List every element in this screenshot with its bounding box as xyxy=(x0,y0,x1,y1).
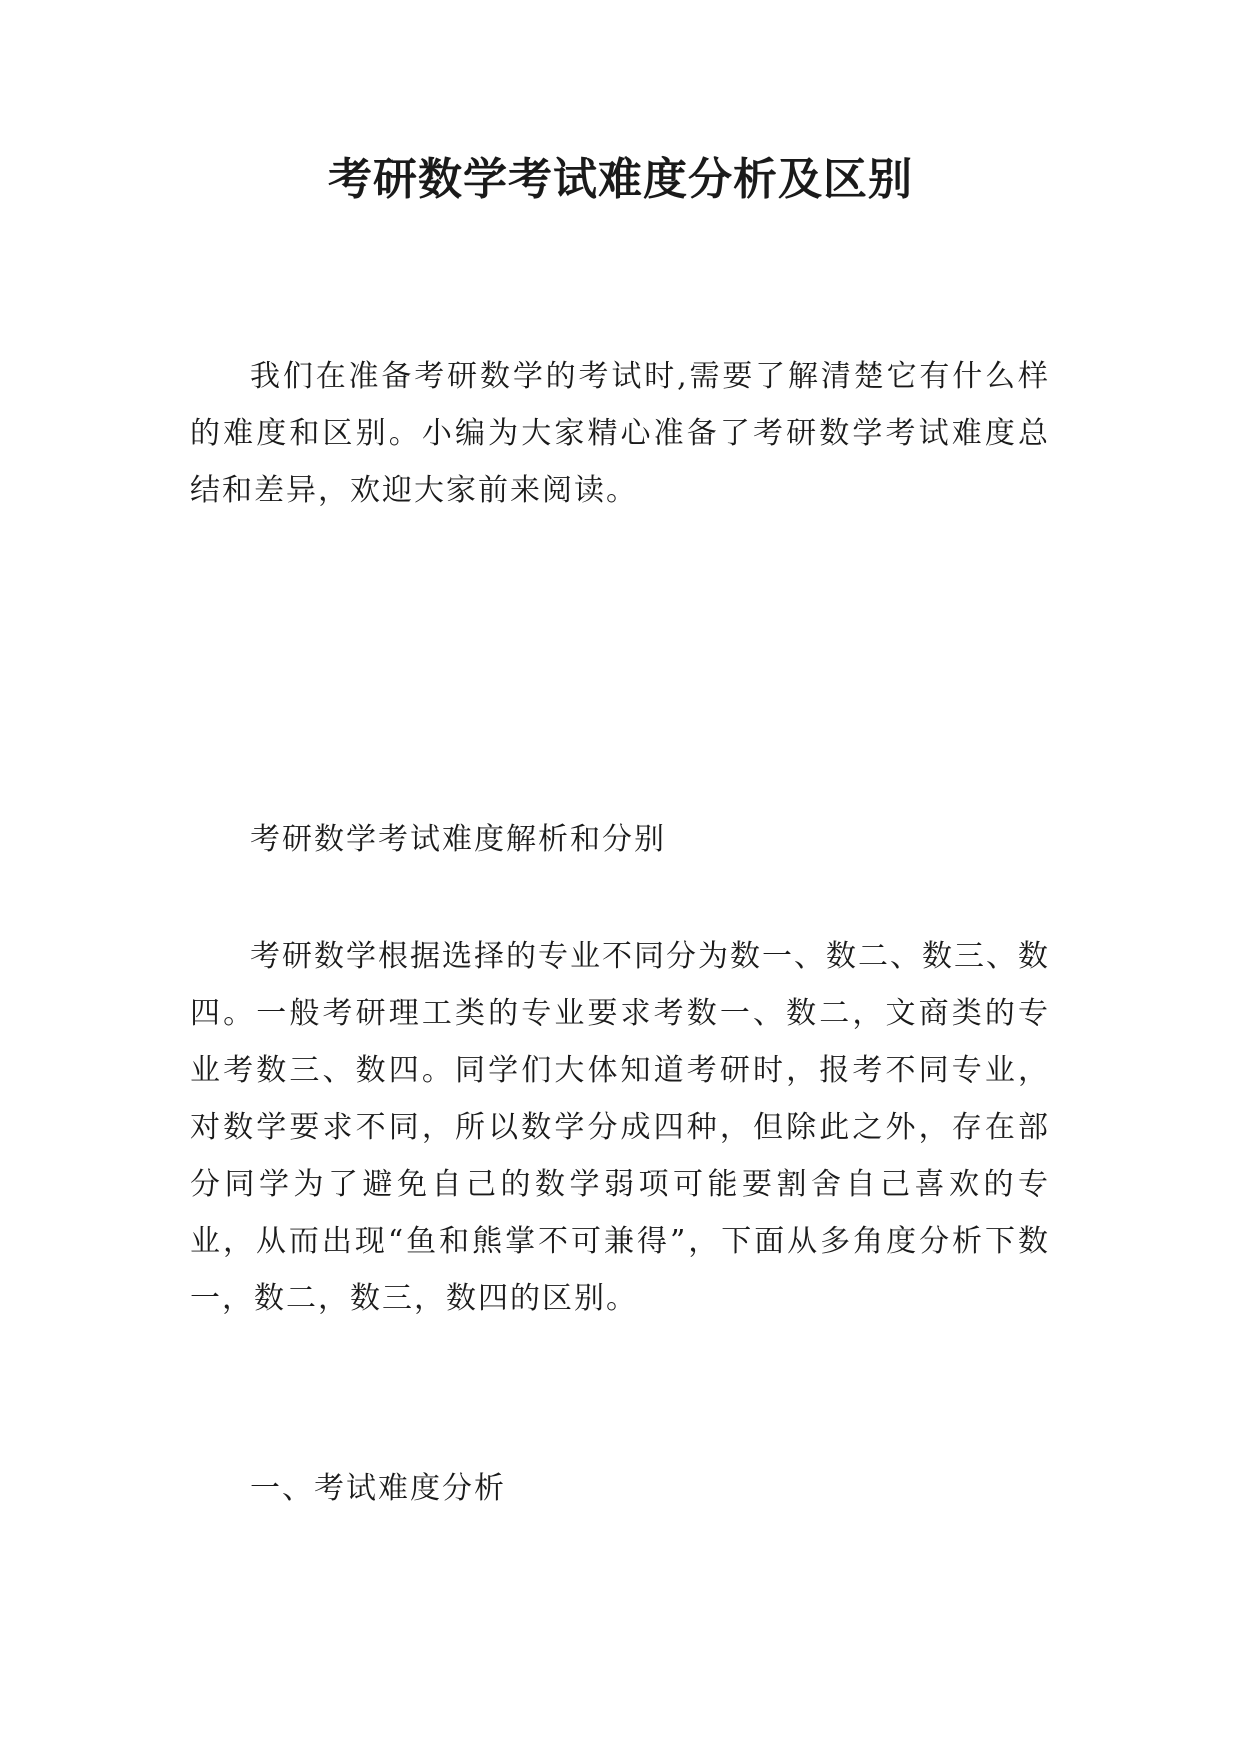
body-paragraph: 考研数学根据选择的专业不同分为数一、数二、数三、数四。一般考研理工类的专业要求考数一、数二，文商类的专业考数三、数四。同学们大体知道考研时，报考不同专业，对数学要求不同，所以数学分成四种，但除此之外，存在部分同学为了避免自己的数学弱项可能要割舍自己喜欢的专业，从而出现“鱼和熊掌不可兼得”，下面从多角度分析下数一，数二，数三，数四的区别。 xyxy=(190,939,1050,1316)
section-heading: 考研数学考试难度解析和分别 xyxy=(250,822,666,857)
document-title: 考研数学考试难度分析及区别 xyxy=(328,154,913,205)
subheading-exam-difficulty: 一、考试难度分析 xyxy=(250,1471,506,1506)
intro-paragraph: 我们在准备考研数学的考试时,需要了解清楚它有什么样的难度和区别。小编为大家精心准备了考研数学考试难度总结和差异，欢迎大家前来阅读。 xyxy=(190,359,1050,508)
